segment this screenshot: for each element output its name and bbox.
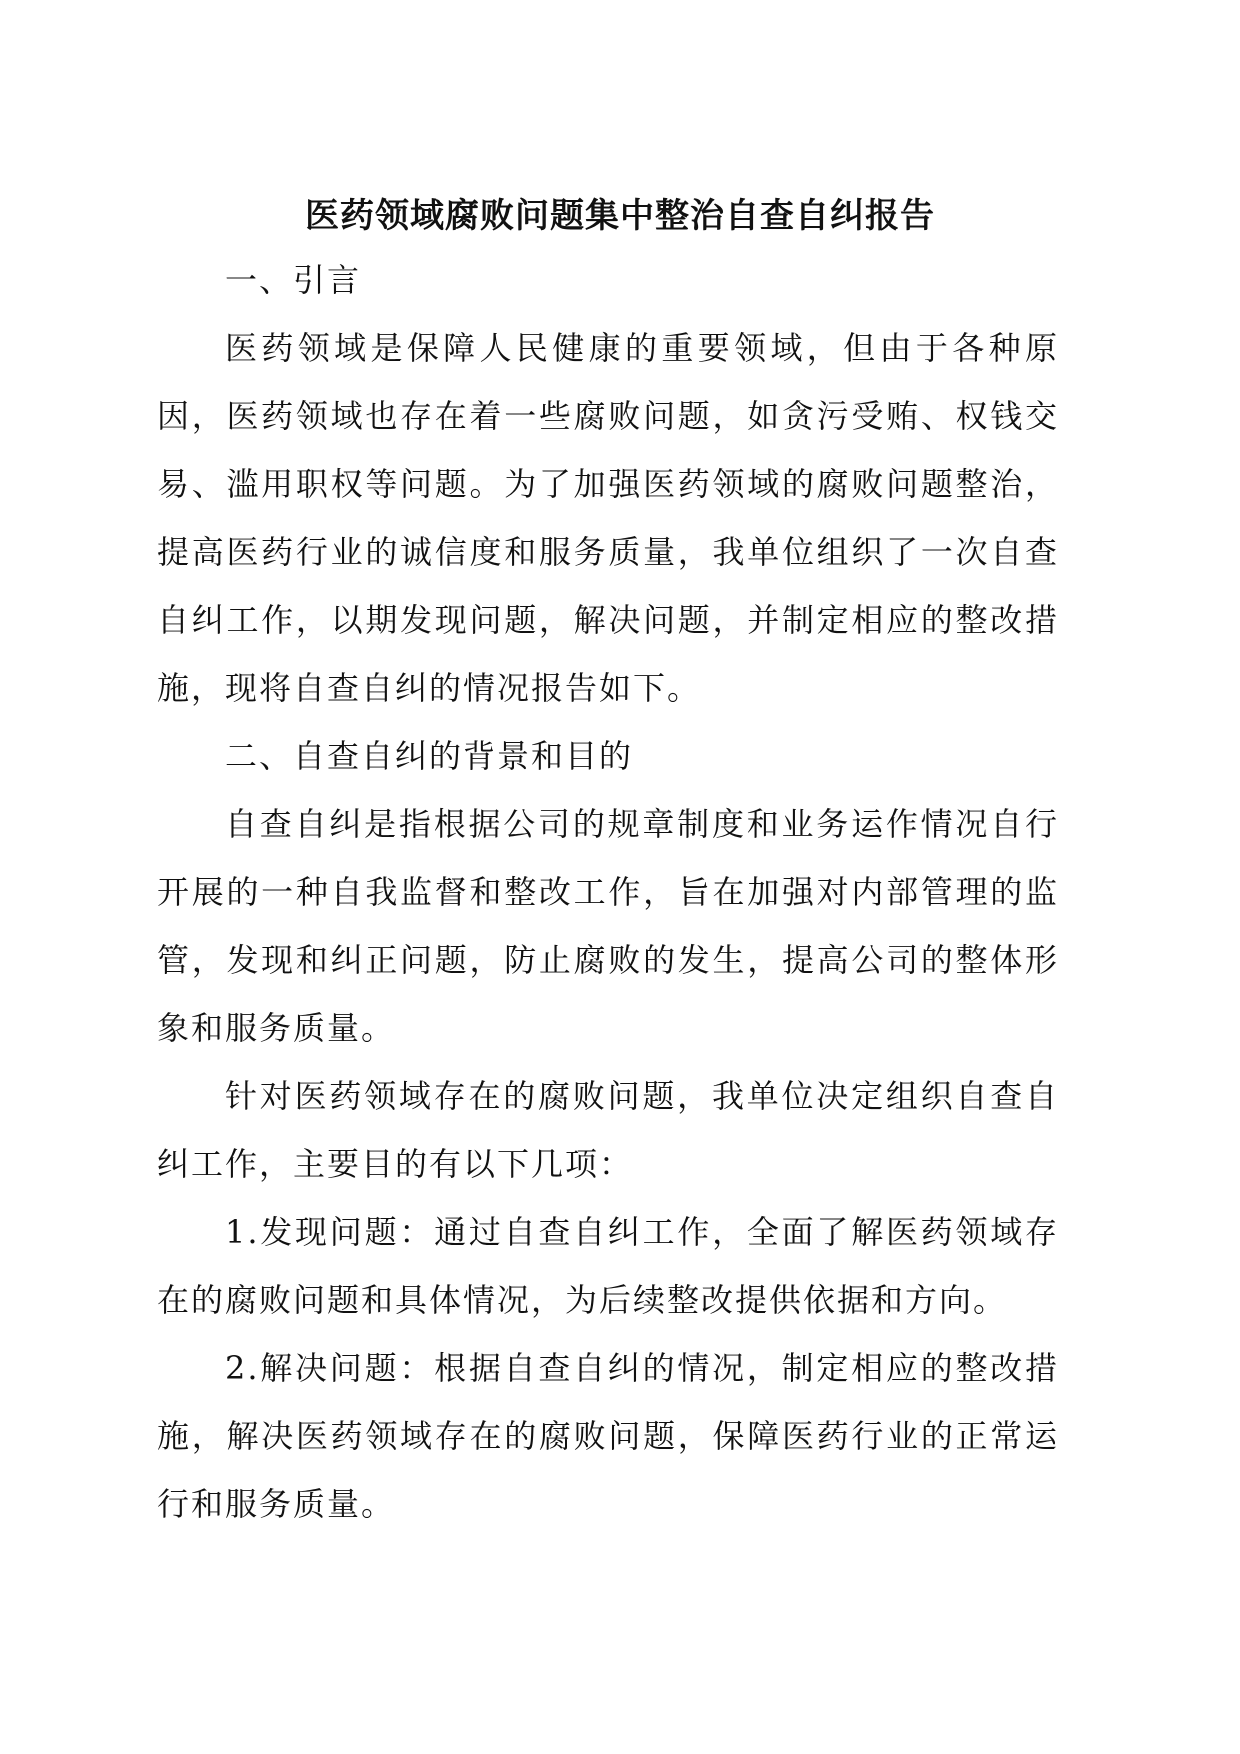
paragraph-purpose: 针对医药领域存在的腐败问题，我单位决定组织自查自纠工作，主要目的有以下几项：	[157, 1077, 1059, 1183]
list-item-discover-problems: 1.发现问题：通过自查自纠工作，全面了解医药领域存在的腐败问题和具体情况，为后续整改提供依据和方向。	[157, 1213, 1059, 1319]
paragraph-introduction: 医药领域是保障人民健康的重要领域，但由于各种原因，医药领域也存在着一些腐败问题，如贪污受贿、权钱交易、滥用职权等问题。为了加强医药领域的腐败问题整治，提高医药行业的诚信度和服务质量，我单位组织了一次自查自纠工作，以期发现问题，解决问题，并制定相应的整改措施，现将自查自纠的情况报告如下。	[157, 329, 1059, 707]
section-heading-introduction: 一、引言	[225, 261, 362, 299]
document-body	[157, 246, 1059, 1538]
section-heading-background: 二、自查自纠的背景和目的	[225, 737, 634, 775]
list-item-solve-problems: 2.解决问题：根据自查自纠的情况，制定相应的整改措施，解决医药领域存在的腐败问题，保障医药行业的正常运行和服务质量。	[157, 1349, 1059, 1523]
document-title: 医药领域腐败问题集中整治自查自纠报告	[305, 196, 935, 236]
paragraph-background: 自查自纠是指根据公司的规章制度和业务运作情况自行开展的一种自我监督和整改工作，旨在加强对内部管理的监管，发现和纠正问题，防止腐败的发生，提高公司的整体形象和服务质量。	[157, 805, 1059, 1047]
